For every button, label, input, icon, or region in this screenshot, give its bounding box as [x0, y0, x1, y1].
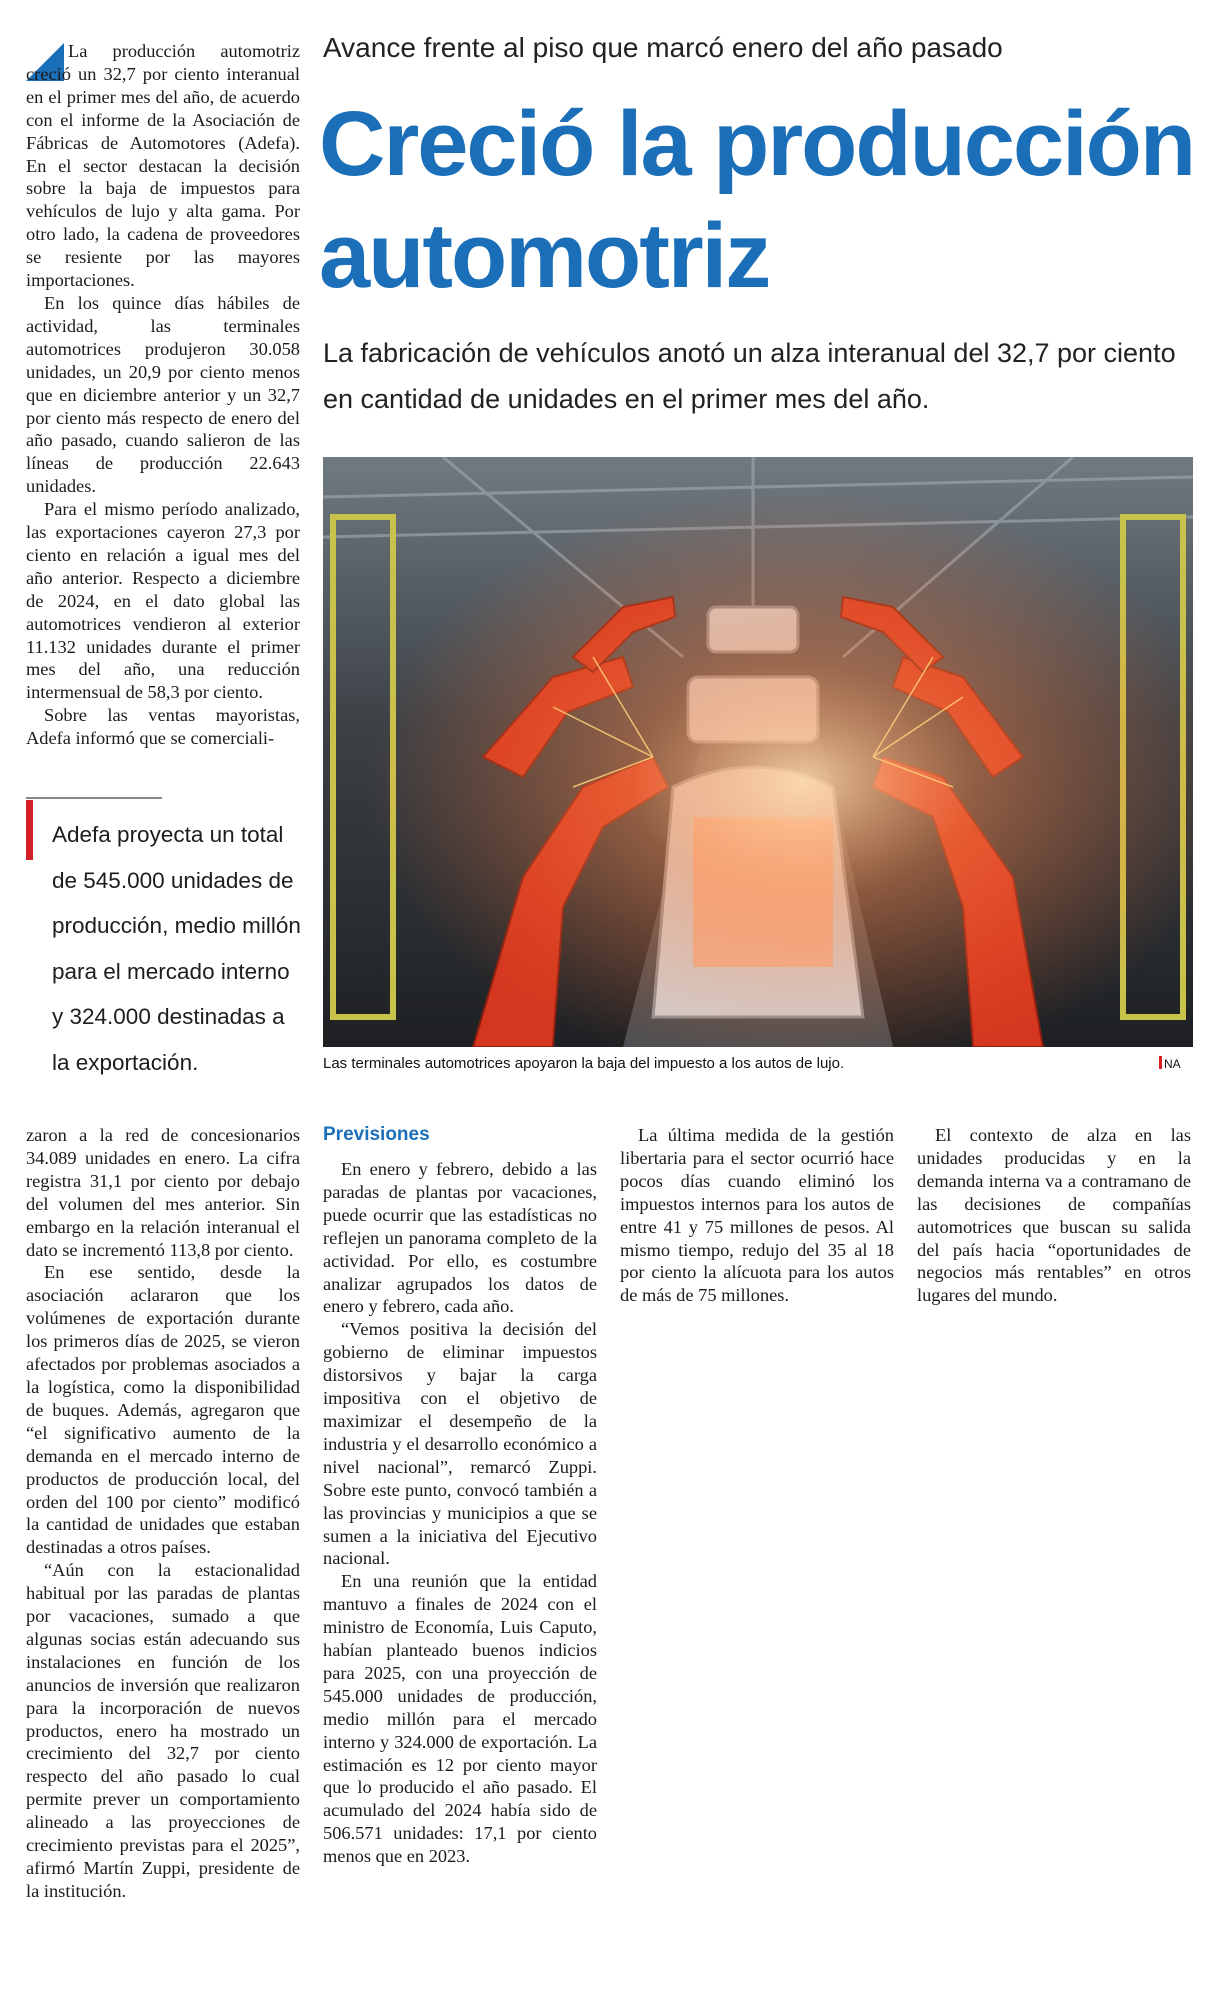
section-title: Previsiones: [323, 1124, 430, 1145]
body-paragraph: “Aún con la estacionalidad habitual por las paradas de plantas por vacaciones, sumado a que algunas socias están adecuando sus instalaciones en función de los anuncios de inversión que realizaron para la incorporación de nuevos productos, enero ha mostrado un crecimiento del 32,7 por ciento respecto del año pasado lo cual permite prever un comportamiento alineado a las proyecciones de crecimiento previstas para el 2025”, afirmó Martín Zuppi, presidente de la institución.: [26, 1560, 300, 1901]
lead-paragraph: La producción automotriz creció un 32,7 por ciento interanual en el primer mes del año, de acuerdo con el informe de la Asociación de Fábricas de Automotores (Adefa). En el sector destacan la decisión sobre la baja de impuestos para vehículos de lujo y alta gama. Por otro lado, la cadena de proveedores se resiente por las mayores importaciones.: [26, 41, 300, 291]
kicker: Avance frente al piso que marcó enero del año pasado: [323, 32, 1003, 63]
body-paragraph: En ese sentido, desde la asociación aclararon que los volúmenes de exportación durante los primeros días de 2025, se vieron afectados por problemas asociados a la logística, como la disponibilidad de buques. Además, agregaron que “el significativo aumento de la demanda en el mercado interno de productos de producción local, del orden del 100 por ciento” modificó la cantidad de unidades que estaban destinadas a otros países.: [26, 1262, 300, 1558]
lead-column: [26, 40, 300, 750]
body-paragraph: En enero y febrero, debido a las paradas de plantas por vacaciones, puede ocurrir que las estadísticas no reflejen un panorama completo de la actividad. Por ello, es costumbre analizar agrupados los datos de enero y febrero, cada año.: [323, 1159, 597, 1317]
lead-paragraph: En los quince días hábiles de actividad, las terminales automotrices produjeron 30.058 unidades, un 20,9 por ciento menos que en diciembre anterior y un 32,7 por ciento más respecto de enero del año pasado, cuando salieron de las líneas de producción 22.643 unidades.: [26, 292, 300, 497]
body-paragraph: zaron a la red de concesionarios 34.089 unidades en enero. La cifra registra 31,1 por ciento por debajo del volumen del mes anterior. Sin embargo en la relación interanual el dato se incrementó 113,8 por ciento.: [26, 1125, 300, 1260]
body-paragraph: “Vemos positiva la decisión del gobierno de eliminar impuestos distorsivos y bajar la carga impositiva con el objetivo de maximizar el desempeño de la industria y el desarrollo económico a nivel nacional”, remarcó Zuppi. Sobre este punto, convocó también a las provincias y municipios a que se sumen a la iniciativa del Ejecutivo nacional.: [323, 1319, 597, 1569]
body-paragraph: El contexto de alza en las unidades producidas y en la demanda interna va a contramano de las decisiones de compañías automotrices que buscan su salida del país hacia “oportunidades de negocios más rentables” en otros lugares del mundo.: [917, 1125, 1191, 1306]
factory-illustration: [323, 457, 1193, 1047]
subheadline: La fabricación de vehículos anotó un alza interanual del 32,7 por ciento en cantidad de unidades en el primer mes del año.: [323, 338, 1176, 414]
body-paragraph: La última medida de la gestión libertaria para el sector ocurrió hace pocos días cuando eliminó los impuestos internos para los autos de entre 41 y 75 millones de pesos. Al mismo tiempo, redujo del 35 al 18 por ciento la alícuota para los autos de más de 75 millones.: [620, 1125, 894, 1306]
pullquote-accent-bar: [26, 800, 33, 860]
body-paragraph: En una reunión que la entidad mantuvo a finales de 2024 con el ministro de Economía, Luis Caputo, habían planteado buenos indicios para 2025, con una proyección de 545.000 unidades de producción, medio millón para el mercado interno y 324.000 de exportación. La estimación es 12 por ciento mayor que lo producido el año pasado. El acumulado del 2024 había sido de 506.571 unidades: 17,1 por ciento menos que en 2023.: [323, 1571, 597, 1867]
photo-credit: NA: [1164, 1057, 1181, 1071]
body-column-3: [620, 1124, 894, 1307]
lead-paragraph: Para el mismo período analizado, las exportaciones cayeron 27,3 por ciento en relación a igual mes del año anterior. Respecto a diciembre de 2024, en el dato global las automotrices vendieron al exterior 11.132 unidades durante el primer mes del año, una reducción intermensual de 58,3 por ciento.: [26, 499, 300, 703]
body-column-1: [26, 1124, 300, 1903]
body-column-2: [323, 1124, 597, 1868]
factory-photo: [323, 457, 1193, 1047]
body-column-4: [917, 1124, 1191, 1307]
photo-caption: Las terminales automotrices apoyaron la baja del impuesto a los autos de lujo.: [323, 1055, 845, 1072]
pullquote: Adefa proyecta un total de 545.000 unidades de producción, medio millón para el mercado interno y 324.000 destinadas a la exportación.: [52, 822, 301, 1075]
pullquote-rule: [26, 797, 162, 799]
headline: Creció la producción automotriz: [319, 93, 1195, 307]
lead-paragraph: Sobre las ventas mayoristas, Adefa informó que se comerciali-: [26, 705, 300, 749]
credit-marker: [1159, 1056, 1162, 1069]
